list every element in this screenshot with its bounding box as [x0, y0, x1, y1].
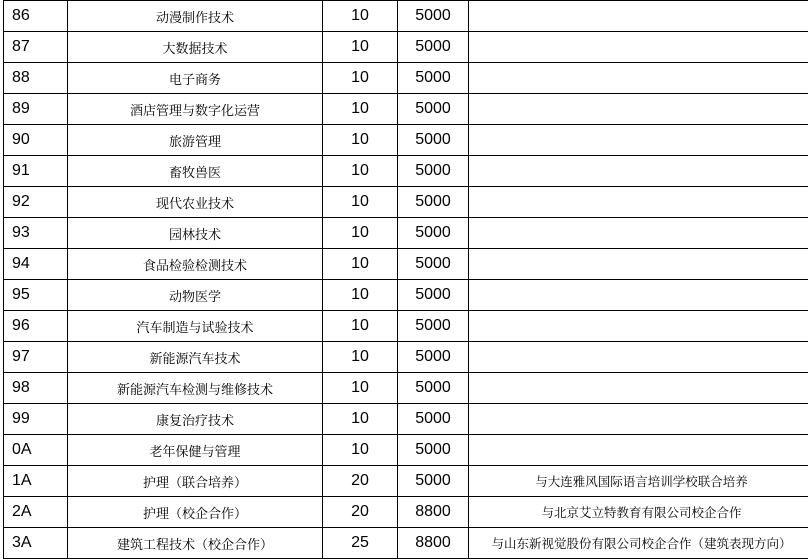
tuition-fee-cell: 5000	[398, 466, 469, 497]
table-row	[4, 280, 808, 311]
tuition-fee-cell: 5000	[398, 435, 469, 466]
remark-cell	[469, 311, 808, 342]
major-code-cell: 88	[4, 63, 68, 94]
enrollment-count-cell: 25	[323, 528, 398, 559]
enrollment-count-cell: 20	[323, 497, 398, 528]
major-code-cell: 2A	[4, 497, 68, 528]
table-row	[4, 435, 808, 466]
tuition-fee-cell: 5000	[398, 404, 469, 435]
major-code-cell: 95	[4, 280, 68, 311]
tuition-fee-cell: 5000	[398, 32, 469, 63]
remark-cell	[469, 125, 808, 156]
remark-cell	[469, 187, 808, 218]
table-row	[4, 94, 808, 125]
tuition-fee-cell: 8800	[398, 528, 469, 559]
major-code-cell: 3A	[4, 528, 68, 559]
tuition-fee-cell: 5000	[398, 125, 469, 156]
table-row	[4, 63, 808, 94]
remark-cell	[469, 373, 808, 404]
remark-cell	[469, 342, 808, 373]
table-row	[4, 404, 808, 435]
enrollment-count-cell: 10	[323, 32, 398, 63]
table-row	[4, 125, 808, 156]
table-row	[4, 311, 808, 342]
remark-cell	[469, 435, 808, 466]
enrollment-count-cell: 10	[323, 280, 398, 311]
major-code-cell: 97	[4, 342, 68, 373]
major-name-cell: 护理（校企合作）	[68, 497, 323, 528]
major-name-cell: 汽车制造与试验技术	[68, 311, 323, 342]
major-name-cell: 现代农业技术	[68, 187, 323, 218]
major-code-cell: 99	[4, 404, 68, 435]
enrollment-count-cell: 10	[323, 342, 398, 373]
remark-cell: 与山东新视觉股份有限公司校企合作（建筑表现方向）	[469, 528, 808, 559]
tuition-fee-cell: 8800	[398, 497, 469, 528]
enrollment-count-cell: 10	[323, 249, 398, 280]
major-code-cell: 87	[4, 32, 68, 63]
major-code-cell: 96	[4, 311, 68, 342]
major-name-cell: 新能源汽车检测与维修技术	[68, 373, 323, 404]
major-name-cell: 电子商务	[68, 63, 323, 94]
major-code-cell: 94	[4, 249, 68, 280]
tuition-fee-cell: 5000	[398, 311, 469, 342]
major-name-cell: 动物医学	[68, 280, 323, 311]
table-row	[4, 218, 808, 249]
remark-cell	[469, 32, 808, 63]
table-row	[4, 373, 808, 404]
table-row	[4, 1, 808, 32]
tuition-fee-cell: 5000	[398, 249, 469, 280]
major-name-cell: 酒店管理与数字化运营	[68, 94, 323, 125]
majors-table-body	[4, 1, 808, 559]
remark-cell: 与北京艾立特教育有限公司校企合作	[469, 497, 808, 528]
enrollment-count-cell: 10	[323, 311, 398, 342]
table-row	[4, 249, 808, 280]
remark-cell	[469, 1, 808, 32]
table-row	[4, 187, 808, 218]
table-row	[4, 342, 808, 373]
tuition-fee-cell: 5000	[398, 63, 469, 94]
major-code-cell: 91	[4, 156, 68, 187]
table-row	[4, 528, 808, 559]
major-name-cell: 建筑工程技术（校企合作）	[68, 528, 323, 559]
enrollment-count-cell: 10	[323, 125, 398, 156]
major-name-cell: 护理（联合培养）	[68, 466, 323, 497]
remark-cell: 与大连雅风国际语言培训学校联合培养	[469, 466, 808, 497]
major-code-cell: 89	[4, 94, 68, 125]
enrollment-count-cell: 20	[323, 466, 398, 497]
remark-cell	[469, 156, 808, 187]
major-code-cell: 92	[4, 187, 68, 218]
remark-cell	[469, 404, 808, 435]
tuition-fee-cell: 5000	[398, 156, 469, 187]
enrollment-count-cell: 10	[323, 63, 398, 94]
enrollment-count-cell: 10	[323, 1, 398, 32]
enrollment-count-cell: 10	[323, 156, 398, 187]
major-name-cell: 新能源汽车技术	[68, 342, 323, 373]
remark-cell	[469, 63, 808, 94]
remark-cell	[469, 249, 808, 280]
major-code-cell: 93	[4, 218, 68, 249]
major-name-cell: 畜牧兽医	[68, 156, 323, 187]
major-name-cell: 动漫制作技术	[68, 1, 323, 32]
table-row	[4, 156, 808, 187]
table-row	[4, 466, 808, 497]
tuition-fee-cell: 5000	[398, 94, 469, 125]
remark-cell	[469, 218, 808, 249]
tuition-fee-cell: 5000	[398, 342, 469, 373]
major-name-cell: 大数据技术	[68, 32, 323, 63]
enrollment-count-cell: 10	[323, 435, 398, 466]
enrollment-count-cell: 10	[323, 187, 398, 218]
major-name-cell: 食品检验检测技术	[68, 249, 323, 280]
tuition-fee-cell: 5000	[398, 218, 469, 249]
table-row	[4, 497, 808, 528]
enrollment-count-cell: 10	[323, 218, 398, 249]
major-code-cell: 86	[4, 1, 68, 32]
remark-cell	[469, 280, 808, 311]
enrollment-count-cell: 10	[323, 373, 398, 404]
major-code-cell: 90	[4, 125, 68, 156]
tuition-fee-cell: 5000	[398, 187, 469, 218]
enrollment-count-cell: 10	[323, 94, 398, 125]
major-code-cell: 98	[4, 373, 68, 404]
major-code-cell: 0A	[4, 435, 68, 466]
table-row	[4, 32, 808, 63]
enrollment-count-cell: 10	[323, 404, 398, 435]
majors-table	[3, 0, 808, 559]
tuition-fee-cell: 5000	[398, 1, 469, 32]
major-name-cell: 园林技术	[68, 218, 323, 249]
major-name-cell: 老年保健与管理	[68, 435, 323, 466]
tuition-fee-cell: 5000	[398, 280, 469, 311]
major-name-cell: 康复治疗技术	[68, 404, 323, 435]
tuition-fee-cell: 5000	[398, 373, 469, 404]
remark-cell	[469, 94, 808, 125]
major-code-cell: 1A	[4, 466, 68, 497]
major-name-cell: 旅游管理	[68, 125, 323, 156]
